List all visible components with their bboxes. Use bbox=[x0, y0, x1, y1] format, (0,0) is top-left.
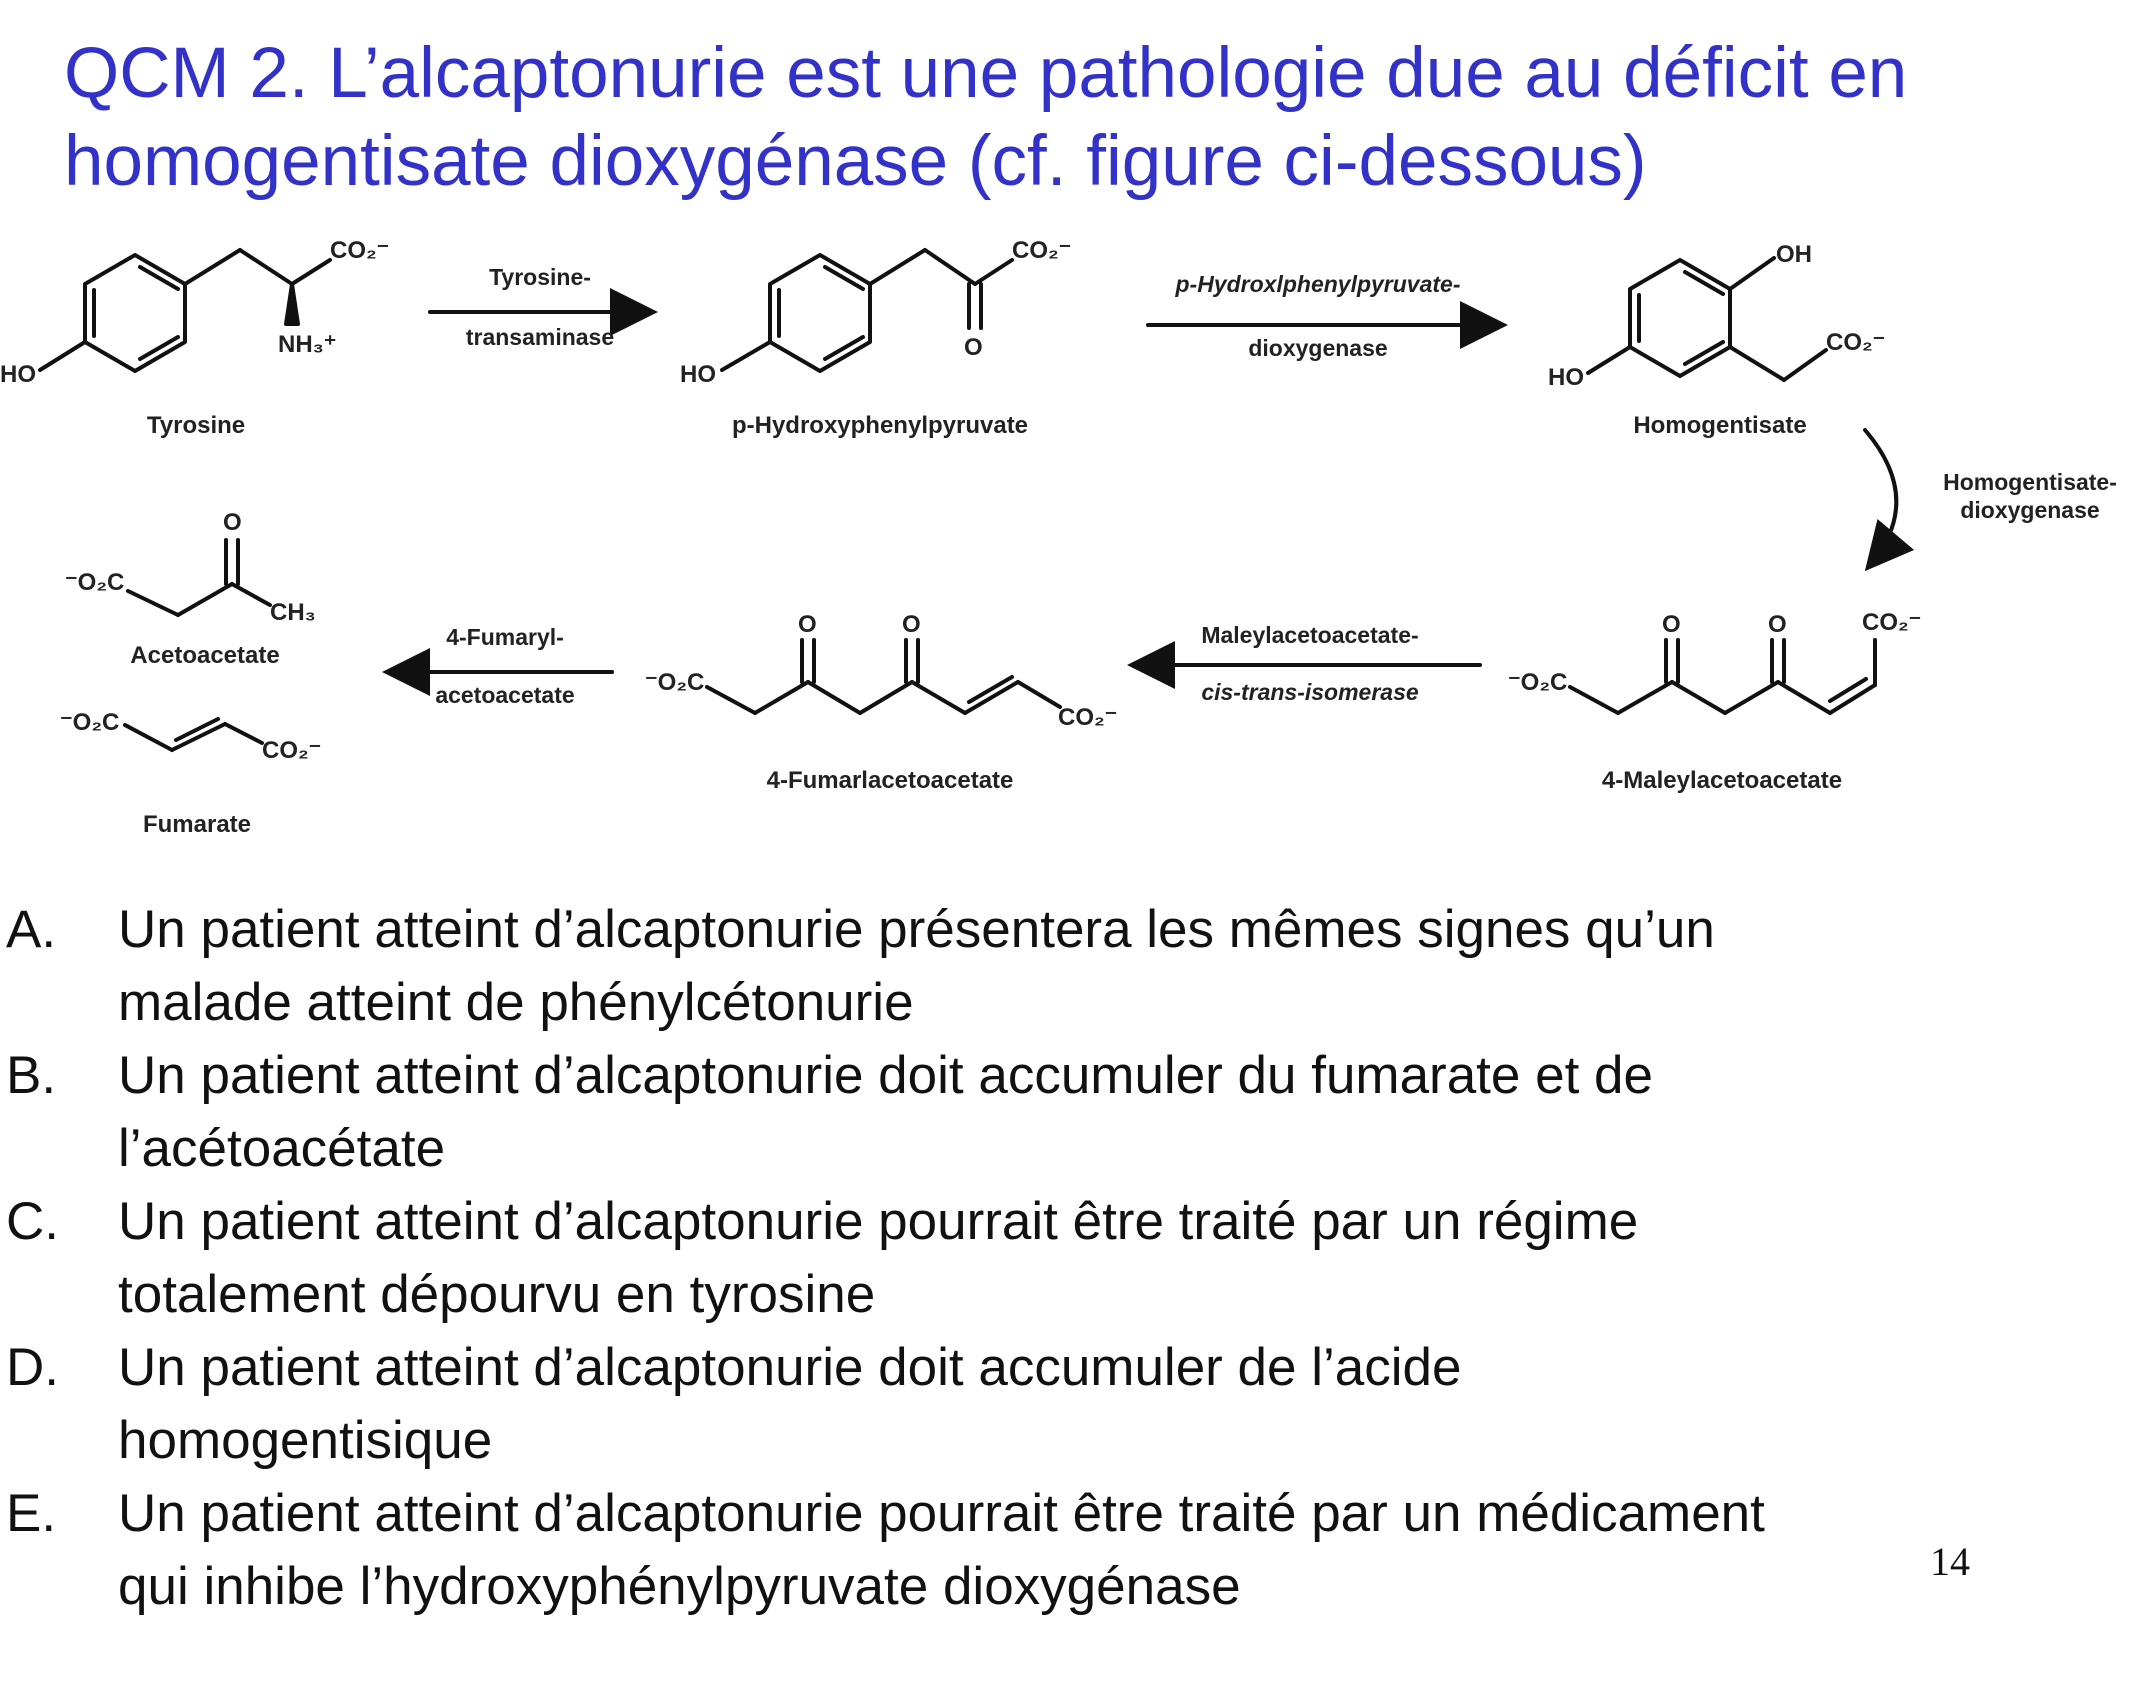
arrow-homogentisate-dioxygenase bbox=[1865, 430, 1896, 565]
option-letter: C. bbox=[6, 1192, 59, 1251]
enzyme-5-line-2: acetoacetate bbox=[435, 682, 575, 708]
option-text-line-1: Un patient atteint d’alcaptonurie présentera les mêmes signes qu’un bbox=[118, 900, 1715, 959]
maleylacetoacetate-o1-label: O bbox=[1662, 611, 1681, 638]
option-letter: B. bbox=[6, 1046, 57, 1105]
option-text-line-2: l’acétoacétate bbox=[118, 1119, 446, 1178]
fumarylacetoacetate-structure bbox=[707, 640, 1060, 713]
option-a[interactable] bbox=[0, 893, 2156, 1039]
acetoacetate-ch3-label: CH₃ bbox=[270, 599, 316, 626]
option-text-line-1: Un patient atteint d’alcaptonurie pourrait être traité par un régime bbox=[118, 1192, 1639, 1251]
option-letter: A. bbox=[6, 900, 57, 959]
fumarylacetoacetate-o1-label: O bbox=[798, 611, 817, 638]
enzyme-2-line-2: dioxygenase bbox=[1248, 335, 1388, 361]
enzyme-5-line-1: 4-Fumaryl- bbox=[446, 624, 564, 650]
acetoacetate-o2c-label: ⁻O₂C bbox=[65, 569, 125, 596]
homogentisate-structure bbox=[1588, 258, 1826, 380]
fumarylacetoacetate-o2-label: O bbox=[902, 611, 921, 638]
fumarylacetoacetate-o2c-label: ⁻O₂C bbox=[645, 669, 705, 696]
maleylacetoacetate-co2-label: CO₂⁻ bbox=[1862, 609, 1922, 636]
option-letter: E. bbox=[6, 1484, 57, 1543]
option-e[interactable] bbox=[0, 1477, 2156, 1623]
hpp-o-label: O bbox=[964, 334, 983, 361]
fumarate-structure bbox=[125, 719, 262, 750]
option-text-line-2: qui inhibe l’hydroxyphénylpyruvate dioxygénase bbox=[118, 1557, 1241, 1616]
enzyme-3-line-2: dioxygenase bbox=[1960, 497, 2100, 523]
option-d[interactable] bbox=[0, 1331, 2156, 1477]
homogentisate-ho-label: HO bbox=[1548, 364, 1584, 391]
tyrosine-co2-label: CO₂⁻ bbox=[330, 237, 390, 264]
acetoacetate-name: Acetoacetate bbox=[130, 642, 280, 669]
title-line-1: QCM 2. L’alcaptonurie est une pathologie due au déficit en bbox=[64, 34, 1908, 113]
maleylacetoacetate-o2c-label: ⁻O₂C bbox=[1508, 669, 1568, 696]
enzyme-4-line-2: cis-trans-isomerase bbox=[1201, 679, 1419, 705]
option-c[interactable] bbox=[0, 1185, 2156, 1331]
fumarate-name: Fumarate bbox=[142, 811, 252, 838]
enzyme-3-line-1: Homogentisate- bbox=[1943, 469, 2117, 495]
hpp-co2-label: CO₂⁻ bbox=[1012, 237, 1072, 264]
fumarate-co2-label: CO₂⁻ bbox=[262, 737, 322, 764]
option-text-line-1: Un patient atteint d’alcaptonurie pourrait être traité par un médicament bbox=[118, 1484, 1765, 1543]
option-b[interactable] bbox=[0, 1039, 2156, 1185]
homogentisate-co2-label: CO₂⁻ bbox=[1826, 329, 1886, 356]
tyrosine-nh3-label: NH₃⁺ bbox=[278, 331, 337, 358]
option-text-line-1: Un patient atteint d’alcaptonurie doit accumuler du fumarate et de bbox=[118, 1046, 1653, 1105]
option-letter: D. bbox=[6, 1338, 59, 1397]
title-line-2: homogentisate dioxygénase (cf. figure ci-dessous) bbox=[64, 122, 1647, 201]
page-number: 14 bbox=[1930, 1539, 1970, 1584]
option-text-line-2: homogentisique bbox=[118, 1411, 493, 1470]
enzyme-1-line-2: transaminase bbox=[465, 324, 615, 350]
enzyme-1-line-1: Tyrosine- bbox=[489, 264, 591, 290]
option-text-line-2: malade atteint de phénylcétonurie bbox=[118, 973, 914, 1032]
acetoacetate-structure bbox=[128, 540, 270, 615]
fumarylacetoacetate-co2-label: CO₂⁻ bbox=[1058, 704, 1118, 731]
maleylacetoacetate-name: 4-Maleylacetoacetate bbox=[1601, 767, 1843, 794]
homogentisate-oh-label: OH bbox=[1776, 241, 1812, 268]
question-title bbox=[64, 30, 2124, 206]
option-text-line-2: totalement dépourvu en tyrosine bbox=[118, 1265, 876, 1324]
maleylacetoacetate-o2-label: O bbox=[1768, 611, 1787, 638]
maleylacetoacetate-structure bbox=[1570, 640, 1875, 713]
fumarate-o2c-label: ⁻O₂C bbox=[60, 709, 120, 736]
acetoacetate-o-label: O bbox=[223, 509, 242, 536]
homogentisate-name: Homogentisate bbox=[1633, 412, 1807, 439]
fumarylacetoacetate-name: 4-Fumarlacetoacetate bbox=[766, 767, 1014, 794]
enzyme-4-line-1: Maleylacetoacetate- bbox=[1201, 622, 1419, 648]
tyrosine-name: Tyrosine bbox=[146, 412, 246, 439]
enzyme-2-line-1: p-Hydroxlphenylpyruvate- bbox=[1175, 271, 1461, 297]
option-text-line-1: Un patient atteint d’alcaptonurie doit accumuler de l’acide bbox=[118, 1338, 1462, 1397]
tyrosine-ho-label: HO bbox=[0, 361, 36, 388]
hpp-ho-label: HO bbox=[680, 361, 716, 388]
tyrosine-degradation-pathway-figure bbox=[0, 220, 2156, 860]
hpp-name: p-Hydroxyphenylpyruvate bbox=[731, 412, 1029, 439]
answer-options bbox=[0, 893, 2156, 1623]
